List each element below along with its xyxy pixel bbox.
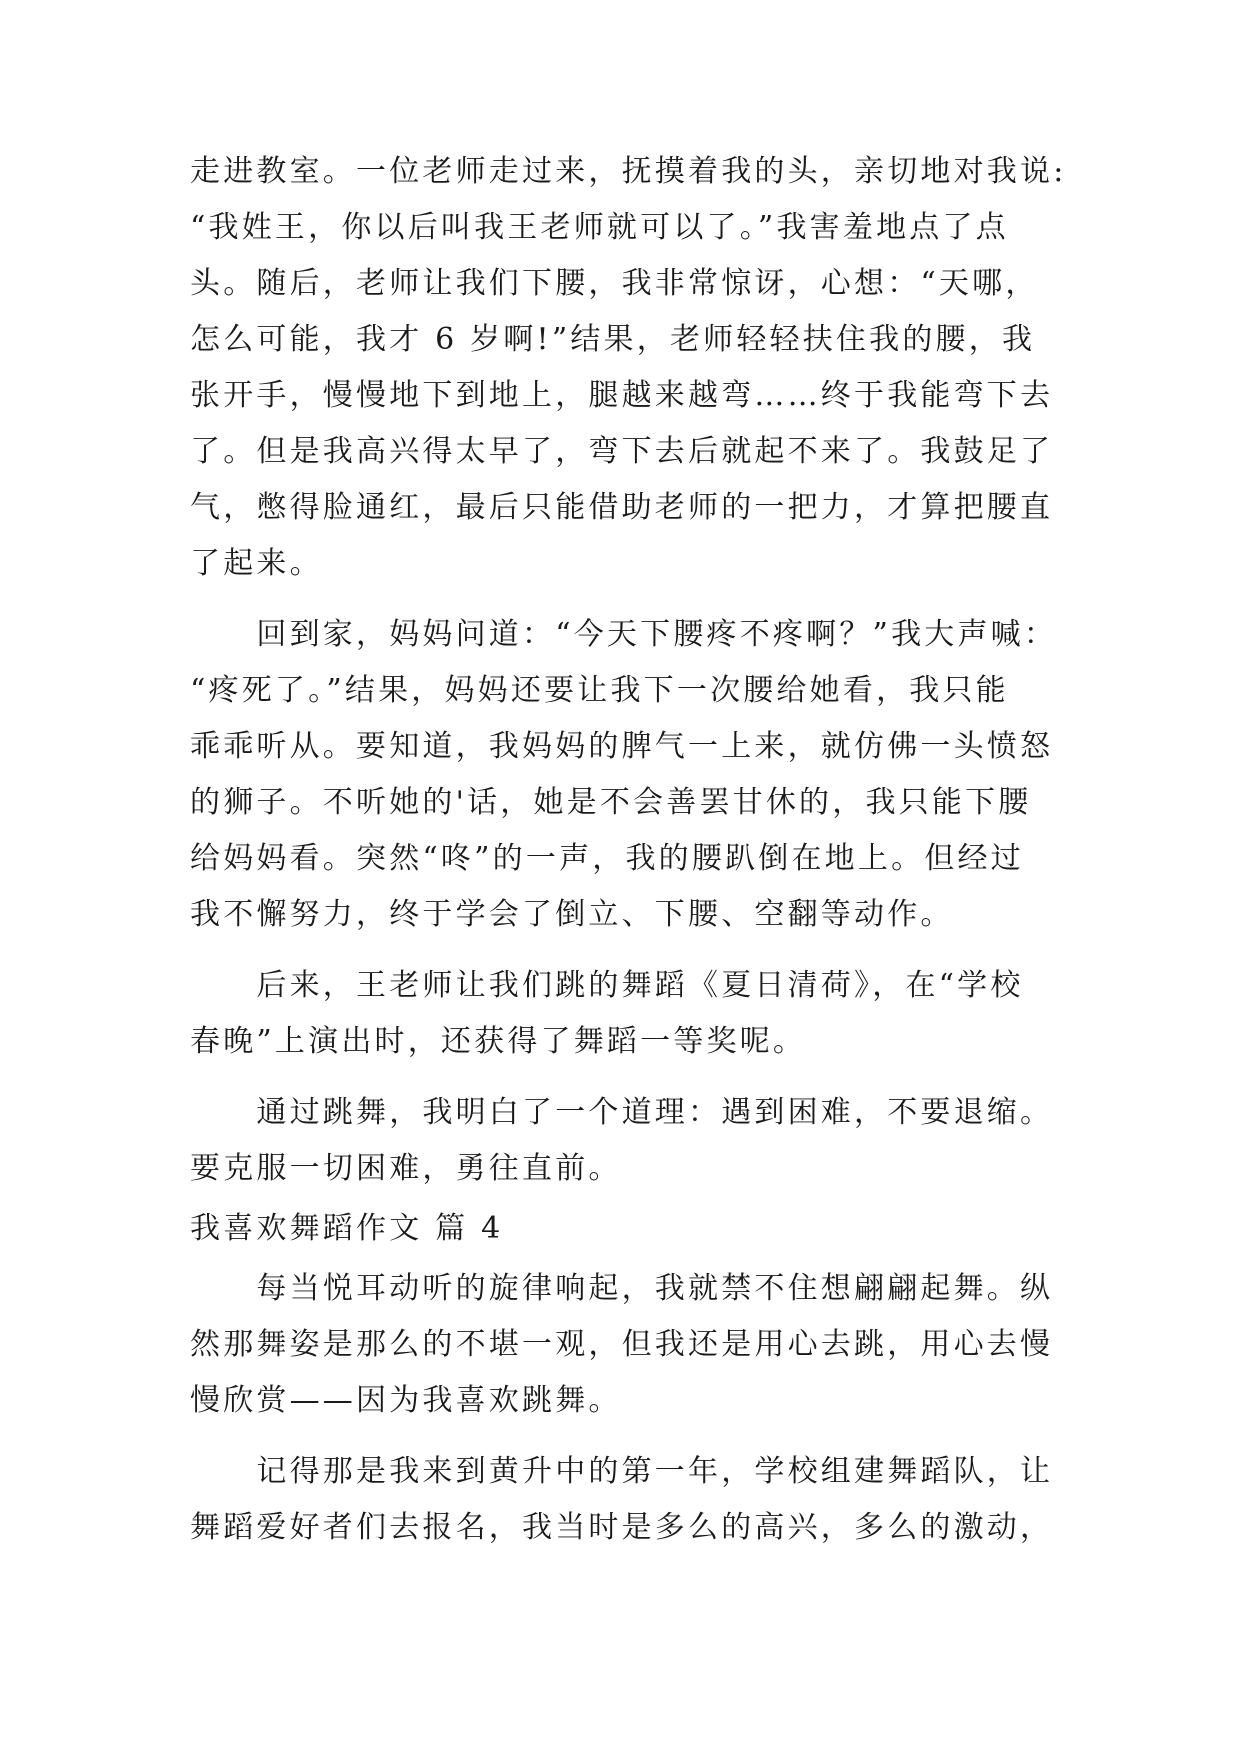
body-text-line: 怎么可能，我才 6 岁啊!”结果，老师轻轻扶住我的腰，我 — [190, 322, 1036, 357]
body-text-line: 春晚”上演出时，还获得了舞蹈一等奖呢。 — [190, 1024, 807, 1059]
section-heading: 我喜欢舞蹈作文 篇 4 — [190, 1211, 504, 1246]
body-text-line: 的狮子。不听她的'话，她是不会善罢甘休的，我只能下腰 — [190, 785, 1032, 820]
body-text-line: 了起来。 — [190, 546, 323, 581]
body-text-line: 张开手，慢慢地下到地上，腿越来越弯……终于我能弯下去 — [190, 378, 1054, 413]
body-text-line: 每当悦耳动听的旋律响起，我就禁不住想翩翩起舞。纵 — [190, 1271, 1054, 1306]
body-text-line: 给妈妈看。突然“咚”的一声，我的腰趴倒在地上。但经过 — [190, 841, 1024, 876]
body-text-line: 气，憋得脸通红，最后只能借助老师的一把力，才算把腰直 — [190, 490, 1054, 525]
body-text-line: 后来，王老师让我们跳的舞蹈《夏日清荷》，在“学校 — [190, 968, 1024, 1003]
body-text-line: 舞蹈爱好者们去报名，我当时是多么的高兴，多么的激动， — [190, 1510, 1054, 1545]
body-text-line: 慢欣赏——因为我喜欢跳舞。 — [190, 1383, 622, 1418]
body-text-line: “疼死了。”结果，妈妈还要让我下一次腰给她看，我只能 — [190, 673, 1009, 708]
body-text-line: 通过跳舞，我明白了一个道理：遇到困难，不要退缩。 — [190, 1095, 1054, 1130]
body-text-line: 乖乖听从。要知道，我妈妈的脾气一上来，就仿佛一头愤怒 — [190, 729, 1054, 764]
body-text-line: 然那舞姿是那么的不堪一观，但我还是用心去跳，用心去慢 — [190, 1327, 1054, 1362]
body-text-line: 头。随后，老师让我们下腰，我非常惊讶，心想：“天哪， — [190, 266, 1039, 301]
body-text-line: 了。但是我高兴得太早了，弯下去后就起不来了。我鼓足了 — [190, 434, 1054, 469]
body-text-line: 我不懈努力，终于学会了倒立、下腰、空翻等动作。 — [190, 897, 954, 932]
body-text-line: “我姓王，你以后叫我王老师就可以了。”我害羞地点了点 — [190, 210, 1009, 245]
body-text-line: 记得那是我来到黄升中的第一年，学校组建舞蹈队，让 — [190, 1454, 1054, 1489]
body-text-line: 要克服一切困难，勇往直前。 — [190, 1151, 622, 1186]
body-text-line: 走进教室。一位老师走过来，抚摸着我的头，亲切地对我说: — [190, 154, 1067, 189]
body-text-line: 回到家，妈妈问道：“今天下腰疼不疼啊？”我大声喊： — [190, 617, 1058, 652]
